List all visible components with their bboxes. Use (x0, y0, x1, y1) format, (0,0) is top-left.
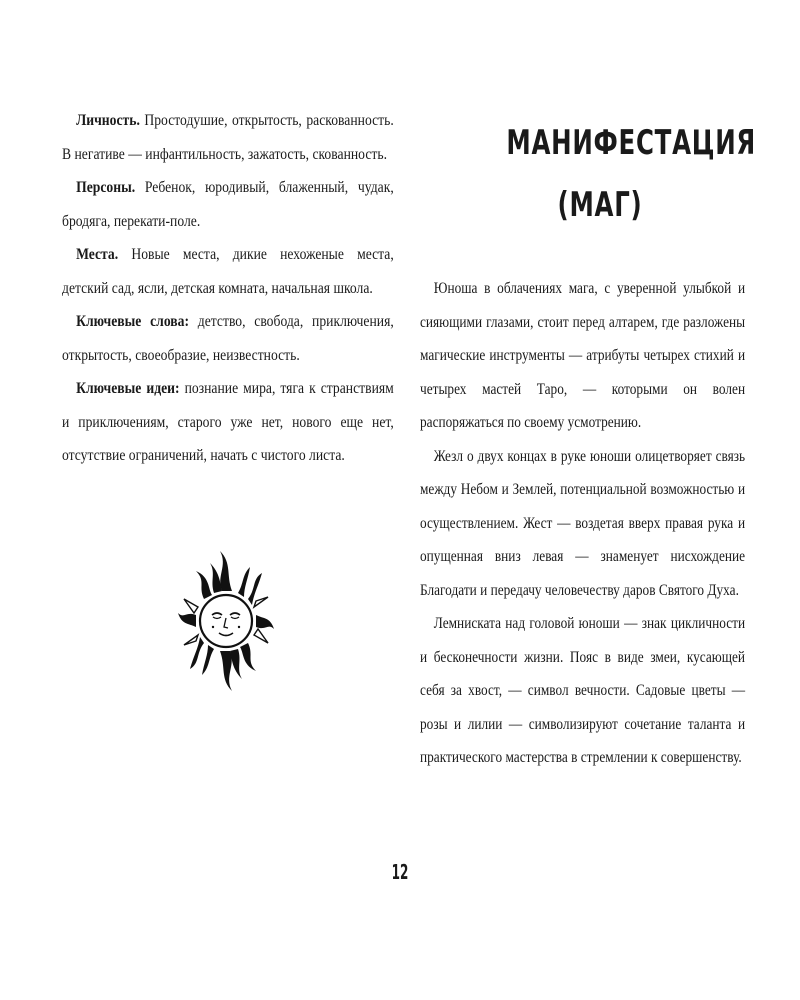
chapter-title-line-2: (МАГ) (557, 185, 643, 225)
text-key-ideas: познание мира, тяга к странствиям и приключениям, старого уже нет, нового еще нет, отсутствие ограничений, начать с чистого листа. (62, 380, 394, 464)
term-keywords: Ключевые слова: (76, 313, 190, 330)
paragraph-wand-gesture: Жезл о двух концах в руке юноши олицетворяет связь между Небом и Землей, потенциальной возможностью и осуществлением. Жест — воздетая вверх правая рука и опущенная вниз левая — знаменует нисхождение Благодати и передачу человечеству даров Святого Духа. (420, 447, 746, 599)
paragraph-magician-description: Юноша в облачениях мага, с уверенной улыбкой и сияющими глазами, стоит перед алтарем, где разложены магические инструменты — атрибуты четырех стихий и четырех мастей Таро, — которыми он волен распоряжаться по своему усмотрению. (420, 280, 746, 431)
paragraph-personality (62, 104, 394, 171)
paragraph-lemniscate: Лемниската над головой юноши — знак цикличности и бесконечности жизни. Пояс в виде змеи, кусающей себя за хвост, — символ вечности. Садовые цветы — розы и лилии — символизируют сочетание таланта и практического мастерства в стремлении к совершенству. (420, 615, 746, 766)
term-key-ideas: Ключевые идеи: (76, 380, 180, 397)
term-personas: Персоны. (76, 179, 136, 196)
term-places: Места. (76, 246, 119, 263)
page-number: 12 (391, 860, 409, 884)
paragraph-keywords (62, 305, 394, 372)
sun-face-icon (176, 536, 276, 706)
paragraph-places (62, 238, 394, 305)
paragraph-personas (62, 171, 394, 238)
paragraph-key-ideas (62, 372, 394, 473)
chapter-title (470, 112, 756, 236)
text-personas: Ребенок, юродивый, блаженный, чудак, бродяга, перекати-поле. (62, 179, 394, 230)
term-personality: Личность. (76, 112, 140, 129)
text-keywords: детство, свобода, приключения, открытость, своеобразие, неизвестность. (62, 313, 394, 364)
text-places: Новые места, дикие нехоженые места, детский сад, ясли, детская комната, начальная школа. (62, 246, 394, 297)
chapter-title-line-1: МАНИФЕСТАЦИЯ (506, 123, 756, 163)
left-text-column (62, 104, 394, 473)
text-personality: Простодушие, открытость, раскованность. В негативе — инфантильность, зажатость, скованность. (62, 112, 394, 163)
right-text-column (420, 272, 745, 775)
